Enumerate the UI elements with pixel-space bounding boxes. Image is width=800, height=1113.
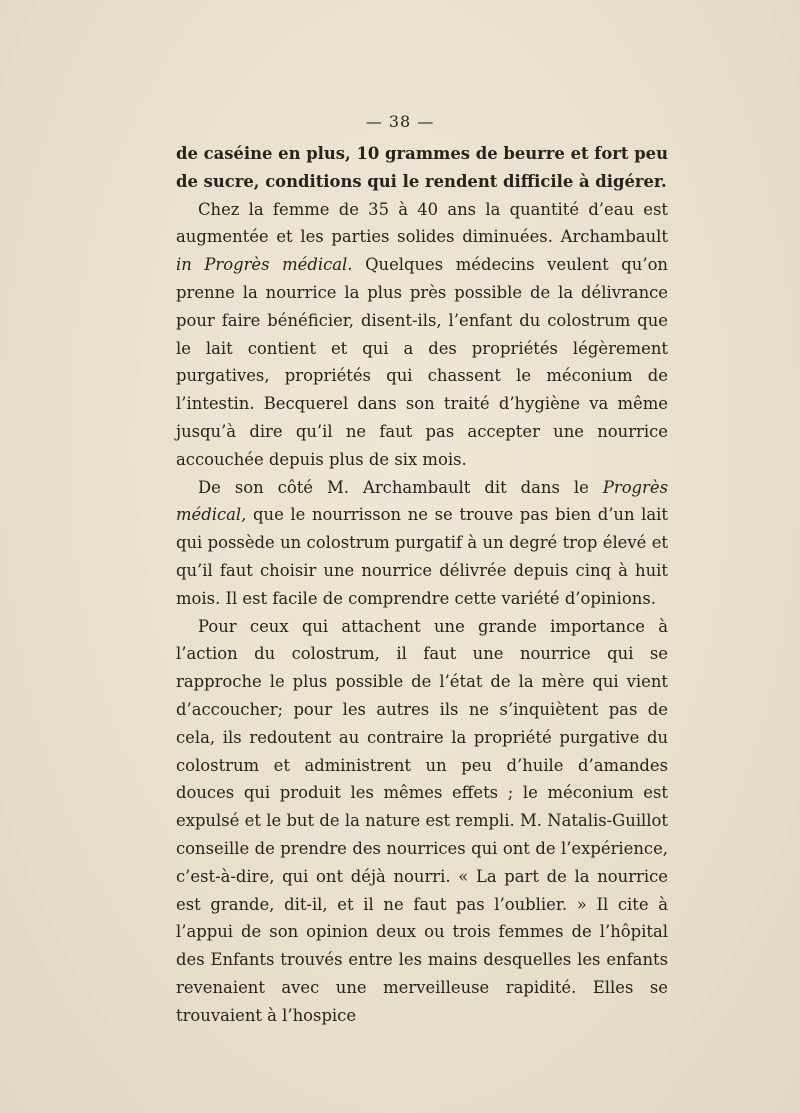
paragraph-2 bbox=[176, 196, 668, 474]
paragraph-2-text-a: Chez la femme de 35 à 40 ans la quantité d’eau est augmentée et les parties solides diminuées. Archambault bbox=[176, 199, 668, 247]
paragraph-4-text: Pour ceux qui attachent une grande importance à l’action du colostrum, il faut une nourrice qui se rapproche le plus possible de l’état de la mère qui vient d’accoucher; pour les autres ils ne s’inquiètent pas de cela, ils redoutent au contraire la propriété purgative du colostrum et administrent un peu d’huile d’amandes douces qui produit les mêmes effets ; le méconium est expulsé et le but de la nature est rempli. M. Natalis-Guillot conseille de prendre des nourrices qui ont de l’expérience, c’est-à-dire, qui ont déjà nourri. « La part de la nourrice est grande, dit-il, et il ne faut pas l’oublier. » Il cite à l’appui de son opinion deux ou trois femmes de l’hôpital des Enfants trouvés entre les mains desquelles les enfants revenaient avec une merveilleuse rapidité. Elles se trouvaient à l’hospice bbox=[176, 616, 668, 1025]
paragraph-3 bbox=[176, 474, 668, 613]
paragraph-1-text: de caséine en plus, 10 grammes de beurre et fort peu de sucre, conditions qui le rendent difficile à digérer. bbox=[176, 144, 668, 191]
paragraph-3-citation: Progrès médical, bbox=[176, 477, 668, 525]
paragraph-4 bbox=[176, 613, 668, 1030]
paragraph-3-text-a: De son côté M. Archambault dit dans le bbox=[198, 477, 603, 497]
paragraph-2-citation: in Progrès médical. bbox=[176, 255, 353, 275]
page-number: — 38 — bbox=[365, 112, 435, 131]
paragraph-1 bbox=[176, 140, 668, 196]
body-text bbox=[176, 140, 668, 1030]
paragraph-3-text-b: que le nourrisson ne se trouve pas bien d’un lait qui possède un colostrum purgatif à un degré trop élevé et qu’il faut choisir une nourrice délivrée depuis cinq à huit mois. Il est facile de comprendre cette variété d’opinions. bbox=[176, 505, 668, 608]
paragraph-2-text-b: Quelques médecins veulent qu’on prenne la nourrice la plus près possible de la délivrance pour faire bénéficier, disent-ils, l’enfant du colostrum que le lait contient et qui a des propriétés légèrement purgatives, propriétés qui chassent le méconium de l’intestin. Becquerel dans son traité d’hygiène va même jusqu’à dire qu’il ne faut pas accepter une nourrice accouchée depuis plus de six mois. bbox=[176, 255, 668, 469]
